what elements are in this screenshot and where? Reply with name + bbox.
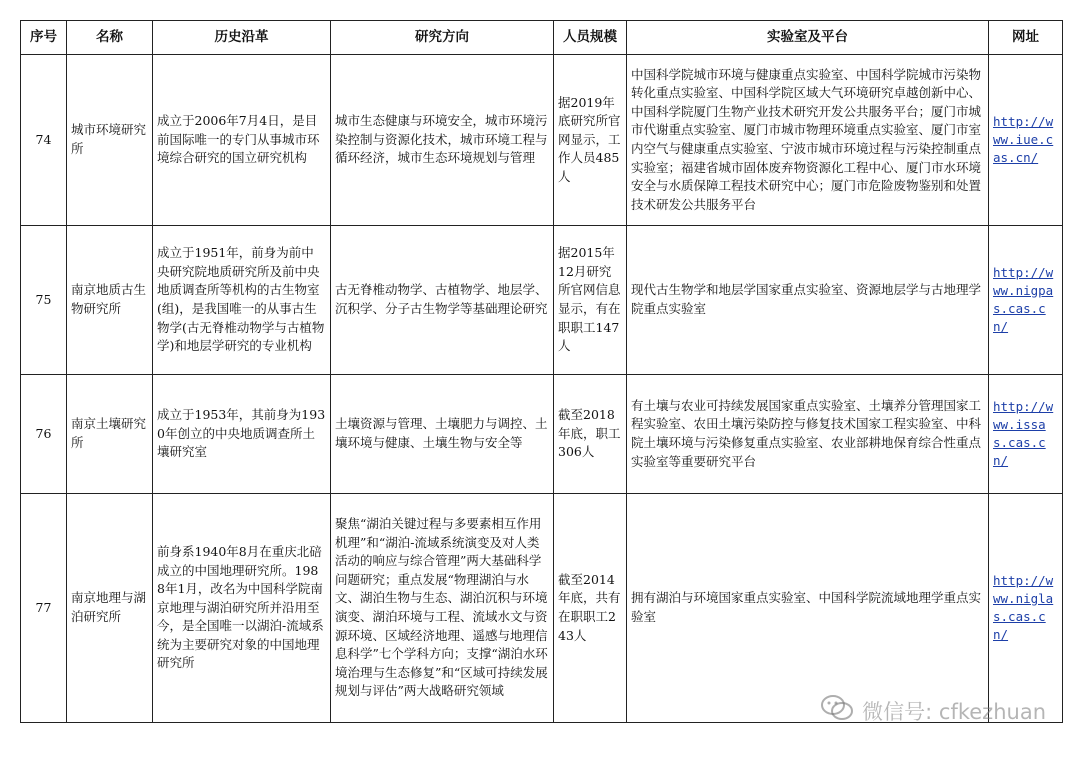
name-cell: 南京地质古生物研究所 (67, 226, 153, 375)
staff-cell: 截至2014年底，共有在职职工243人 (554, 494, 627, 723)
staff-cell: 据2015年12月研究所官网信息显示，有在职职工147人 (554, 226, 627, 375)
header-labs: 实验室及平台 (627, 21, 989, 55)
wechat-icon (820, 694, 854, 727)
labs-cell: 拥有湖泊与环境国家重点实验室、中国科学院流域地理学重点实验室 (627, 494, 989, 723)
staff-cell: 截至2018年底，职工306人 (554, 375, 627, 494)
research-cell: 土壤资源与管理、土壤肥力与调控、土壤环境与健康、土壤生物与安全等 (331, 375, 554, 494)
wechat-watermark (820, 694, 1046, 727)
header-research: 研究方向 (331, 21, 554, 55)
header-row (21, 21, 1063, 55)
history-cell: 成立于1953年，其前身为1930年创立的中央地质调查所土壤研究室 (153, 375, 331, 494)
table-row (21, 226, 1063, 375)
staff-cell: 据2019年底研究所官网显示，工作人员485人 (554, 55, 627, 226)
seq-cell: 77 (21, 494, 67, 723)
history-cell: 成立于2006年7月4日，是目前国际唯一的专门从事城市环境综合研究的国立研究机构 (153, 55, 331, 226)
name-cell: 城市环境研究所 (67, 55, 153, 226)
name-cell: 南京地理与湖泊研究所 (67, 494, 153, 723)
header-seq: 序号 (21, 21, 67, 55)
header-history: 历史沿革 (153, 21, 331, 55)
header-name: 名称 (67, 21, 153, 55)
labs-cell: 有土壤与农业可持续发展国家重点实验室、土壤养分管理国家工程实验室、农田土壤污染防控与修复技术国家工程实验室、中科院土壤环境与污染修复重点实验室、农业部耕地保育综合性重点实验室等重要研究平台 (627, 375, 989, 494)
url-link[interactable]: http://www.issas.cas.cn/ (989, 375, 1063, 494)
research-cell: 城市生态健康与环境安全，城市环境污染控制与资源化技术，城市环境工程与循环经济，城市生态环境规划与管理 (331, 55, 554, 226)
url-link[interactable]: http://www.nigpas.cas.cn/ (989, 226, 1063, 375)
seq-cell: 74 (21, 55, 67, 226)
research-cell: 聚焦“湖泊关键过程与多要素相互作用机理”和“湖泊-流域系统演变及对人类活动的响应与综合管理”两大基础科学问题研究；重点发展“物理湖泊与水文、湖泊生物与生态、湖泊沉积与环境演变、湖泊环境与工程、流域水文与资源环境、区域经济地理、遥感与地理信息科学”七个学科方向；支撑“湖泊水环境治理与生态修复”和“区域可持续发展规划与评估”两大战略研究领域 (331, 494, 554, 723)
seq-cell: 76 (21, 375, 67, 494)
institutes-table (20, 20, 1063, 723)
table-row (21, 494, 1063, 723)
watermark-text: 微信号: cfkezhuan (862, 699, 1046, 724)
history-cell: 成立于1951年，前身为前中央研究院地质研究所及前中央地质调查所等机构的古生物室(组)，是我国唯一的从事古生物学(古无脊椎动物学与古植物学)和地层学研究的专业机构 (153, 226, 331, 375)
seq-cell: 75 (21, 226, 67, 375)
url-link[interactable]: http://www.niglas.cas.cn/ (989, 494, 1063, 723)
header-url: 网址 (989, 21, 1063, 55)
url-link[interactable]: http://www.iue.cas.cn/ (989, 55, 1063, 226)
history-cell: 前身系1940年8月在重庆北碚成立的中国地理研究所。1988年1月，改名为中国科学院南京地理与湖泊研究所并沿用至今，是全国唯一以湖泊-流域系统为主要研究对象的中国地理研究所 (153, 494, 331, 723)
research-cell: 古无脊椎动物学、古植物学、地层学、沉积学、分子古生物学等基础理论研究 (331, 226, 554, 375)
labs-cell: 中国科学院城市环境与健康重点实验室、中国科学院城市污染物转化重点实验室、中国科学院区域大气环境研究卓越创新中心、中国科学院厦门生物产业技术研究开发公共服务平台；厦门市城市代谢重点实验室、厦门市城市物理环境重点实验室、厦门市室内空气与健康重点实验室、宁波市城市环境过程与污染控制重点实验室；福建省城市固体废弃物资源化工程中心、厦门市水环境安全与水质保障工程技术研究中心；厦门市危险废物鉴别和处置技术研发公共服务平台 (627, 55, 989, 226)
table-row (21, 55, 1063, 226)
labs-cell: 现代古生物学和地层学国家重点实验室、资源地层学与古地理学院重点实验室 (627, 226, 989, 375)
name-cell: 南京土壤研究所 (67, 375, 153, 494)
header-staff: 人员规模 (554, 21, 627, 55)
table-row (21, 375, 1063, 494)
